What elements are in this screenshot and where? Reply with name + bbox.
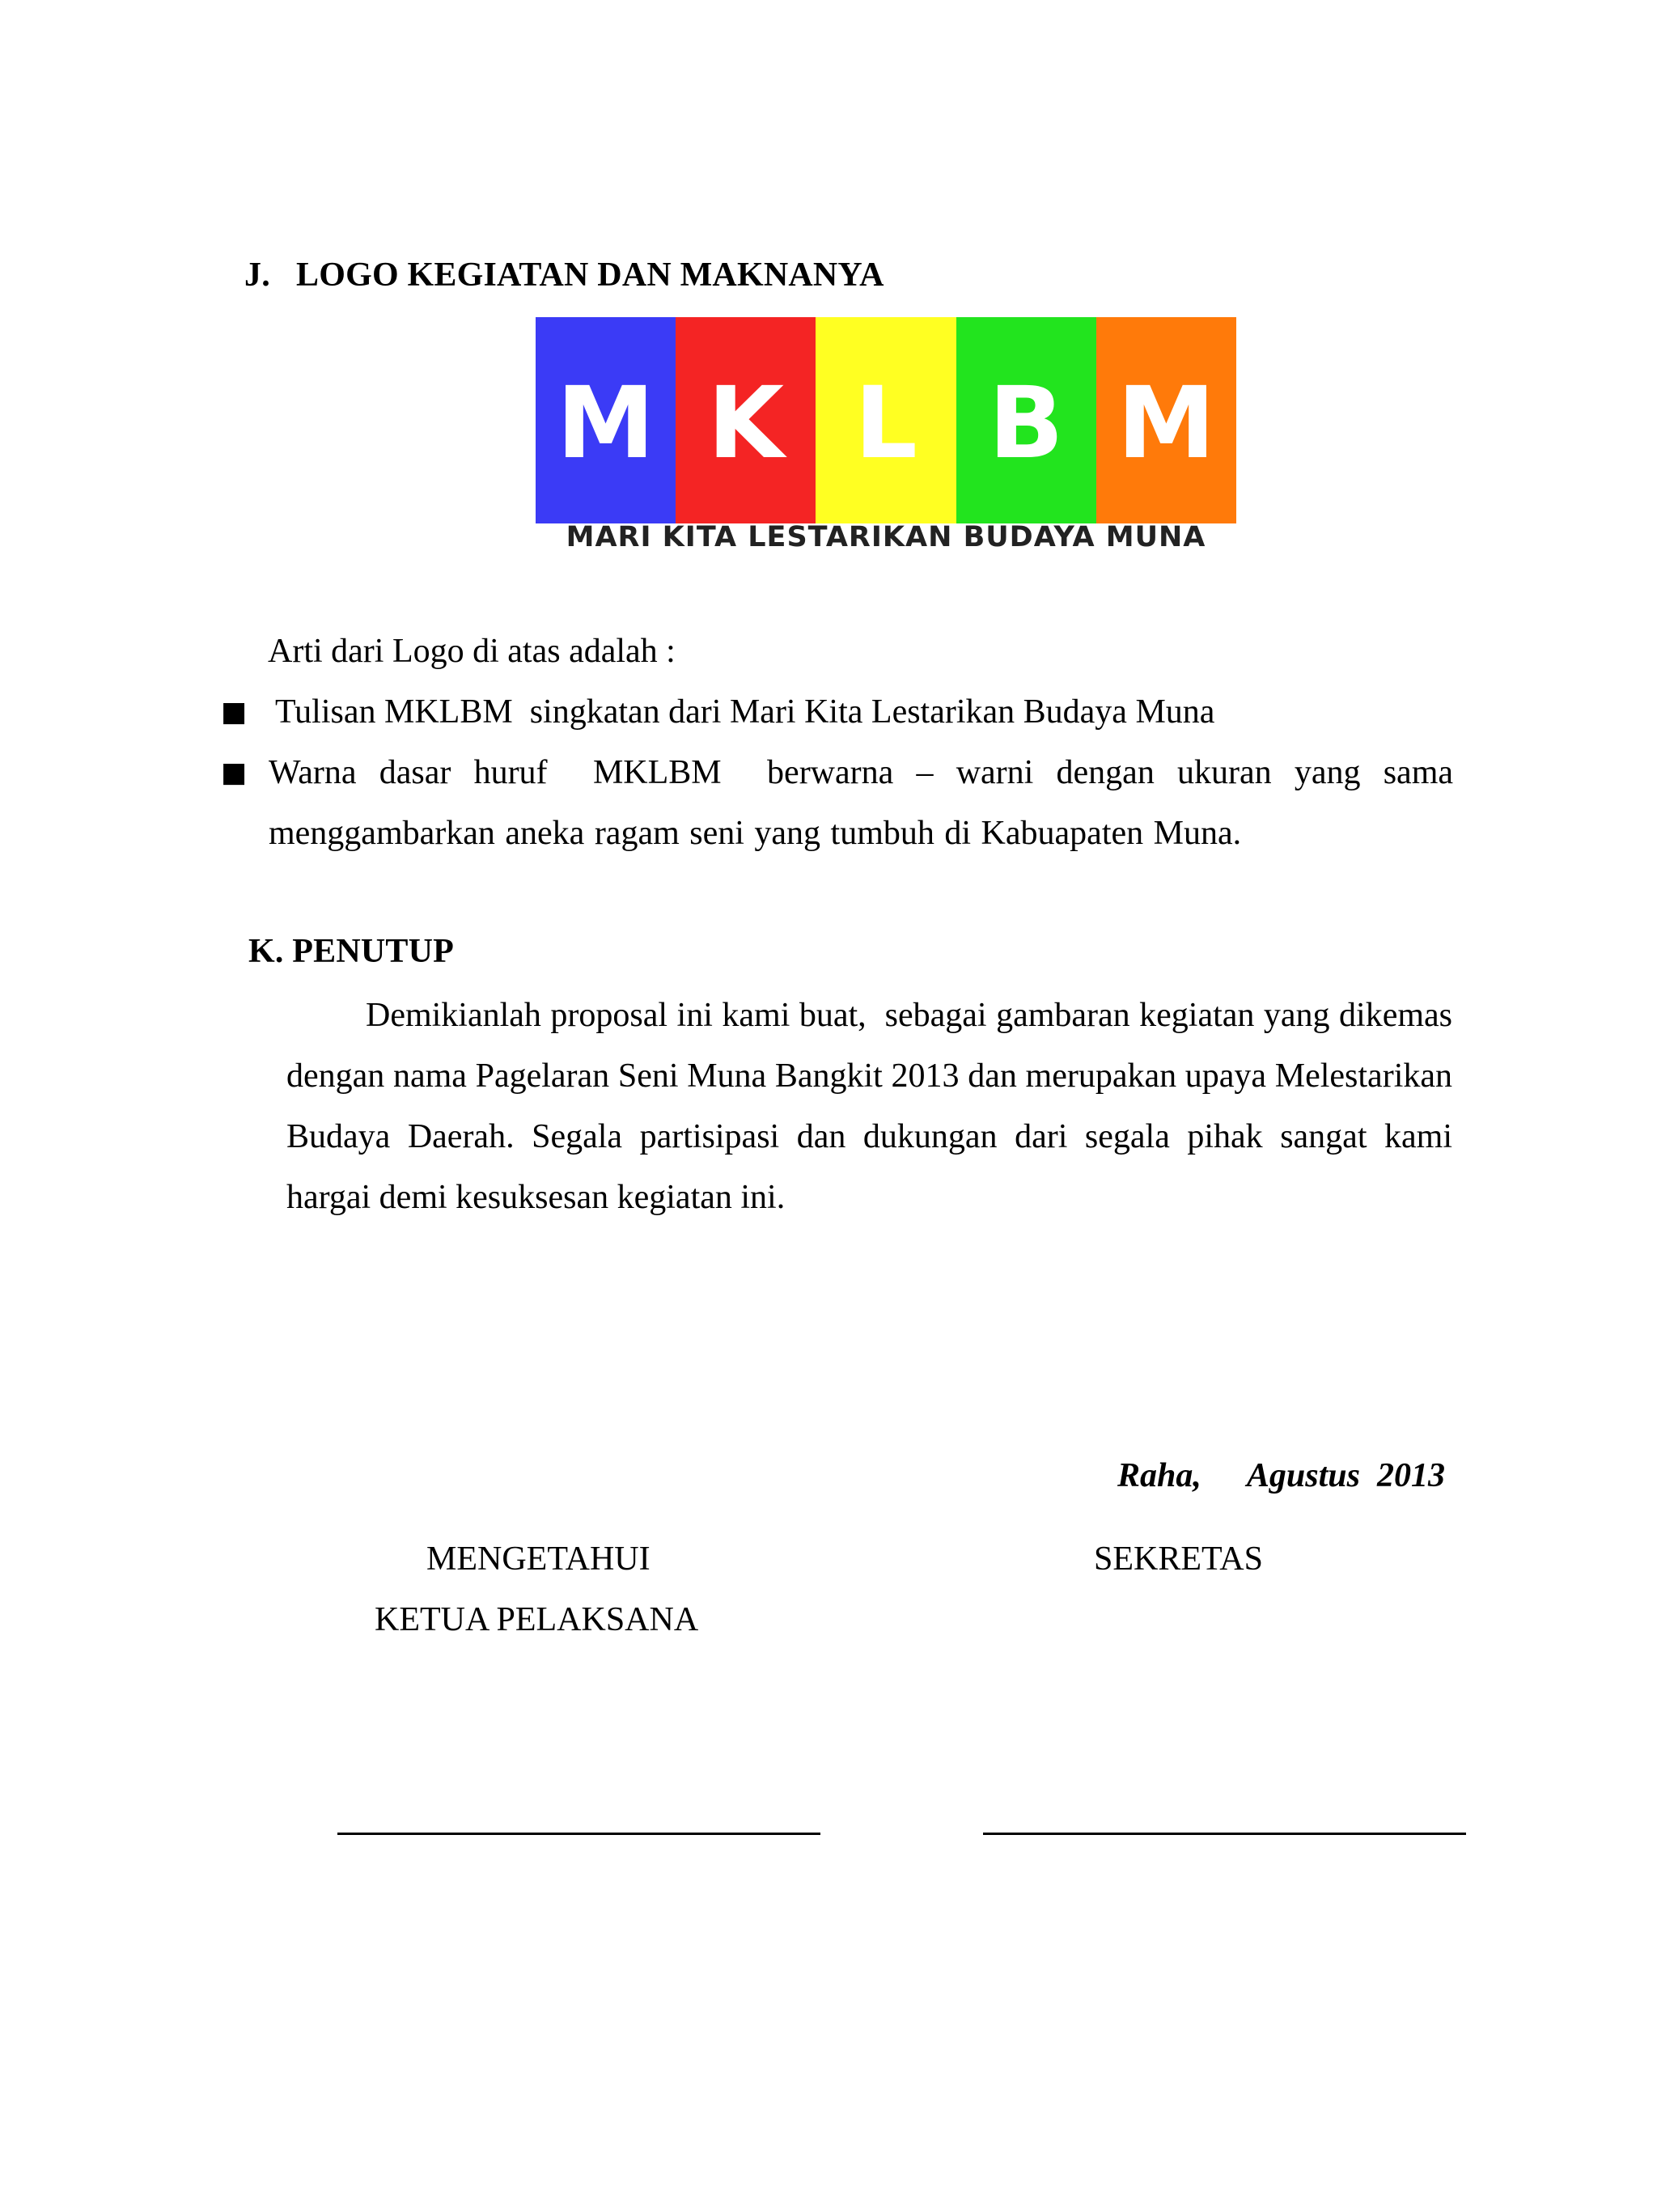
signature-line-left bbox=[337, 1833, 820, 1835]
logo-letter-l-block: L bbox=[816, 317, 956, 523]
signature-right-title: SEKRETAS bbox=[1094, 1540, 1263, 1578]
mklbm-logo bbox=[536, 317, 1236, 552]
closing-date bbox=[1100, 1417, 1445, 1495]
logo-color-blocks bbox=[536, 317, 1236, 523]
signature-left-role: KETUA PELAKSANA bbox=[375, 1601, 699, 1638]
logo-letter-m-block: M bbox=[536, 317, 676, 523]
section-j-heading: J. LOGO KEGIATAN DAN MAKNANYA bbox=[244, 256, 884, 294]
signature-line-right bbox=[983, 1833, 1466, 1835]
meaning-item-1: Tulisan MKLBM singkatan dari Mari Kita Lestarikan Budaya Muna bbox=[275, 693, 1215, 731]
logo-letter-k-block: K bbox=[676, 317, 816, 523]
closing-month-year: Agustus 2013 bbox=[1246, 1457, 1445, 1494]
meaning-intro: Arti dari Logo di atas adalah : bbox=[268, 633, 676, 670]
logo-letter-b-block: B bbox=[956, 317, 1096, 523]
signature-left-title: MENGETAHUI bbox=[426, 1540, 651, 1578]
black-square-icon: ■ bbox=[221, 696, 248, 728]
section-k-heading: K. PENUTUP bbox=[248, 933, 454, 970]
closing-place: Raha, bbox=[1117, 1457, 1201, 1494]
logo-tagline: MARI KITA LESTARIKAN BUDAYA MUNA bbox=[566, 521, 1206, 553]
logo-letter-m2-block: M bbox=[1096, 317, 1236, 523]
penutup-paragraph: Demikianlah proposal ini kami buat, sebagai gambaran kegiatan yang dikemas dengan nama Pagelaran Seni Muna Bangkit 2013 dan merupakan upaya Melestarikan Budaya Daerah. Segala partisipasi dan dukungan dari segala pihak sangat kami hargai demi kesuksesan kegiatan ini. bbox=[286, 997, 1461, 1216]
black-square-icon: ■ bbox=[221, 756, 248, 789]
meaning-item-2: Warna dasar huruf MKLBM berwarna – warni dengan ukuran yang sama menggambarkan aneka ragam seni yang tumbuh di Kabuapaten Muna. bbox=[269, 754, 1464, 852]
